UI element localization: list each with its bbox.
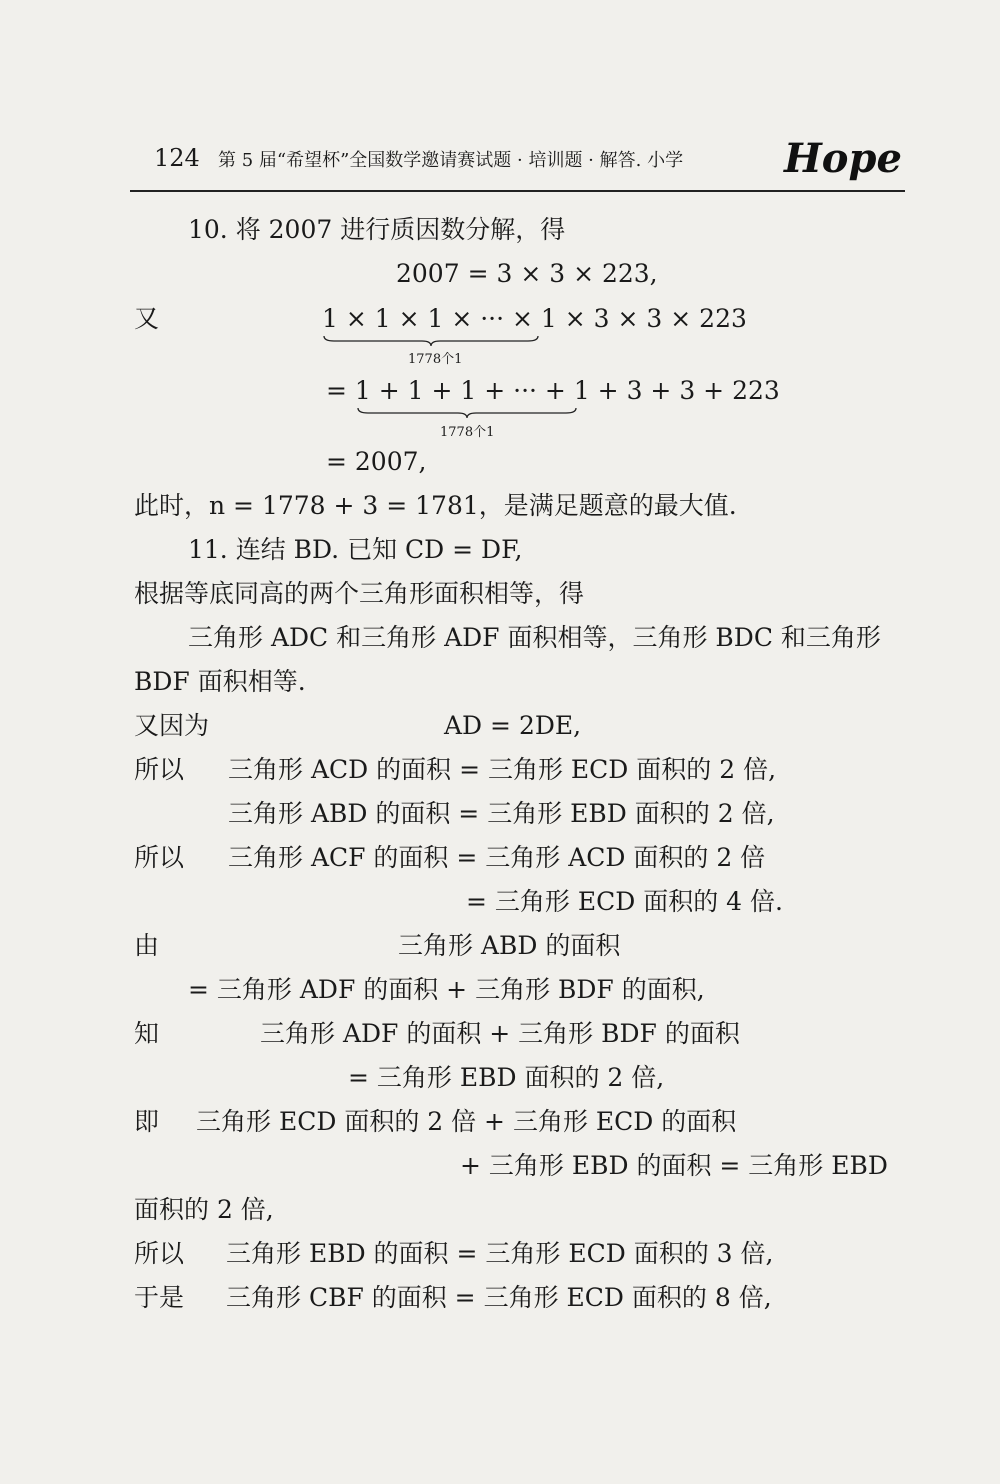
p10-sum-rest: + 3 + 3 + 223 [589, 376, 780, 405]
label-zhi: 知 [134, 1019, 160, 1048]
brace-label-2: 1778个1 [440, 425, 495, 440]
page-header [130, 132, 905, 192]
header-rule [130, 190, 905, 192]
label-suoyi-2: 所以 [134, 843, 185, 872]
p11-acd: 三角形 ACD 的面积 = 三角形 ECD 面积的 2 倍, [228, 755, 777, 784]
label-you-yinwei: 又因为 [134, 711, 210, 740]
label-suoyi-3: 所以 [134, 1239, 185, 1268]
p10-conclusion: 此时，n = 1778 + 3 = 1781，是满足题意的最大值. [134, 491, 737, 520]
underbrace-1 [322, 334, 540, 348]
header-title: 第 5 届“希望杯”全国数学邀请赛试题 · 培训题 · 解答. 小学 [218, 150, 684, 171]
p10-factorization: 2007 = 3 × 3 × 223, [396, 259, 658, 288]
p11-principle: 根据等底同高的两个三角形面积相等，得 [134, 579, 585, 608]
p10-result: = 2007, [326, 447, 427, 476]
label-ji: 即 [134, 1107, 160, 1136]
p10-product-ones: 1 × 1 × 1 × ··· × 1 [322, 304, 557, 333]
p11-intro: 11. 连结 BD. 已知 CD = DF, [188, 535, 523, 564]
underbrace-2 [356, 406, 578, 420]
label-you-2: 由 [134, 931, 160, 960]
p11-statement-2: BDF 面积相等. [134, 667, 306, 696]
label-suoyi-1: 所以 [134, 755, 185, 784]
p11-ebd-sum: + 三角形 EBD 的面积 = 三角形 EBD [460, 1151, 888, 1180]
hope-logo [780, 132, 905, 182]
p10-sum-line [326, 375, 780, 407]
page-number: 124 [154, 144, 200, 172]
p10-sum-ones: 1 + 1 + 1 + ··· + 1 [354, 376, 590, 405]
p11-acf-result: = 三角形 ECD 面积的 4 倍. [466, 887, 783, 916]
p10-product-rest: × 3 × 3 × 223 [556, 304, 747, 333]
p11-abd: 三角形 ABD 的面积 = 三角形 EBD 面积的 2 倍, [228, 799, 775, 828]
svg-text:Hope: Hope [784, 135, 902, 182]
label-yushi: 于是 [134, 1283, 185, 1312]
p11-ecd-sum: 三角形 ECD 面积的 2 倍 + 三角形 ECD 的面积 [196, 1107, 737, 1136]
p10-product-line [322, 303, 747, 335]
p10-intro: 10. 将 2007 进行质因数分解，得 [188, 215, 566, 244]
p11-statement-1: 三角形 ADC 和三角形 ADF 面积相等，三角形 BDC 和三角形 [188, 623, 881, 652]
p11-ebd-3x: 三角形 EBD 的面积 = 三角形 ECD 面积的 3 倍, [226, 1239, 774, 1268]
p11-abd-sum: = 三角形 ADF 的面积 + 三角形 BDF 的面积, [188, 975, 705, 1004]
p11-abd-area: 三角形 ABD 的面积 [398, 931, 621, 960]
p11-adf-bdf: 三角形 ADF 的面积 + 三角形 BDF 的面积 [260, 1019, 740, 1048]
p10-sum-eq: = [326, 376, 355, 405]
brace-label-1: 1778个1 [408, 352, 463, 367]
p11-acf: 三角形 ACF 的面积 = 三角形 ACD 面积的 2 倍 [228, 843, 766, 872]
p11-ebd-2x-cont: 面积的 2 倍, [134, 1195, 274, 1224]
p11-ebd-2x: = 三角形 EBD 面积的 2 倍, [348, 1063, 665, 1092]
label-you: 又 [134, 304, 160, 333]
p11-ad-eq: AD = 2DE, [444, 711, 582, 740]
p11-cbf-8x: 三角形 CBF 的面积 = 三角形 ECD 面积的 8 倍, [226, 1283, 772, 1312]
